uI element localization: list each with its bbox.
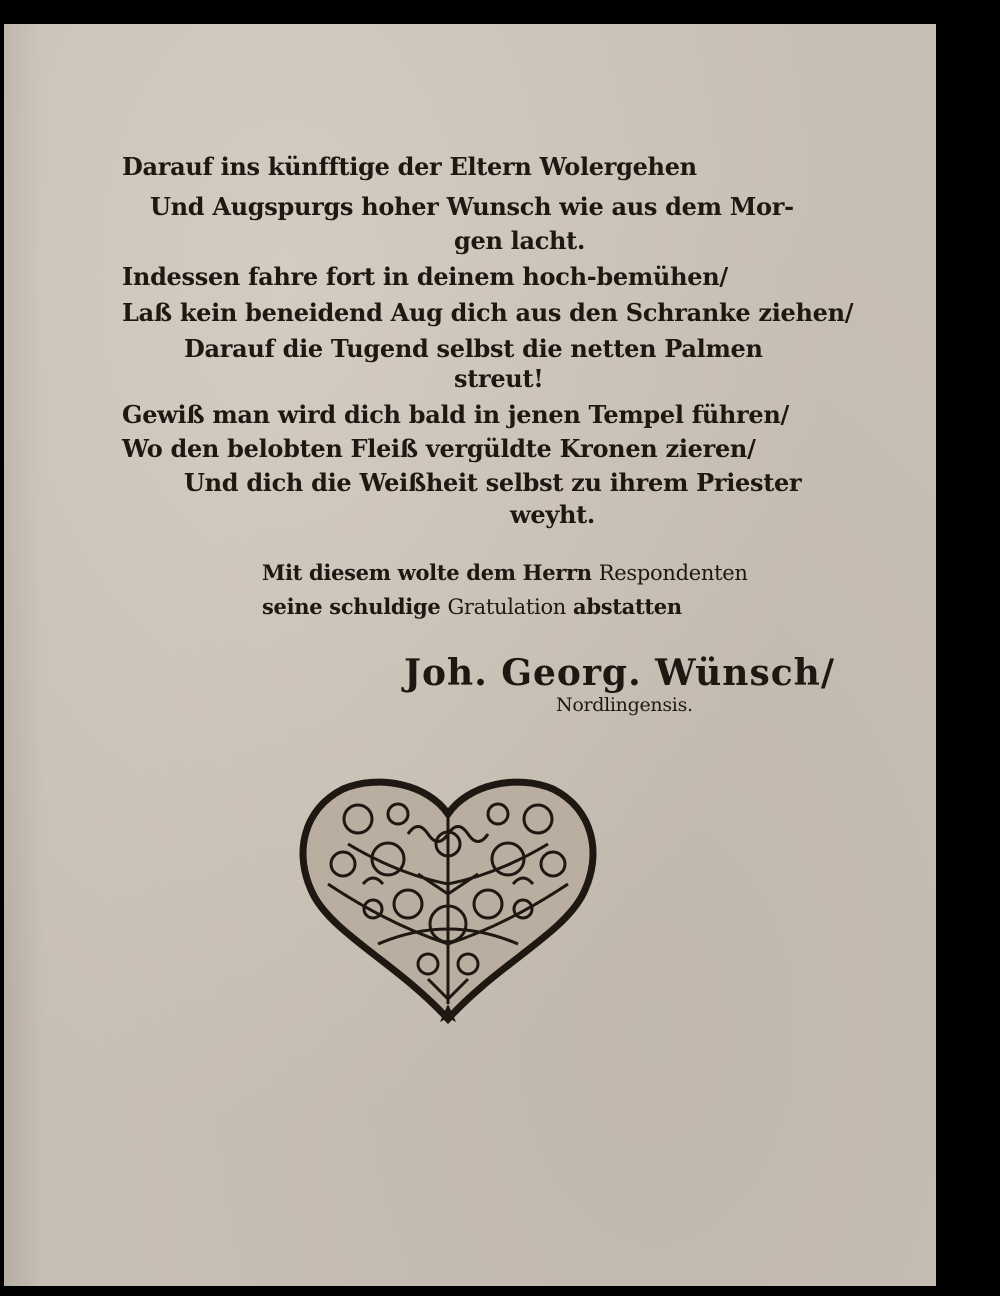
document-page: [4, 24, 936, 1286]
poem-line-7: streut!: [454, 364, 544, 393]
poem-line-1: Darauf ins künfftige der Eltern Wolergehen: [122, 152, 697, 181]
poem-line-4: Indessen fahre fort in deinem hoch-bemühen/: [122, 262, 728, 291]
dedication-text: abstatten: [573, 594, 682, 619]
dedication-line-1: [262, 560, 748, 585]
poem-line-3: gen lacht.: [454, 226, 586, 255]
poem-line-8: Gewiß man wird dich bald in jenen Tempel führen/: [122, 400, 789, 429]
dedication-text: seine schuldige: [262, 594, 441, 619]
signature-name: Joh. Georg. Wünsch/: [404, 652, 835, 694]
heart-ornament-icon: [288, 774, 608, 1024]
poem-line-2: Und Augspurgs hoher Wunsch wie aus dem Mor-: [150, 192, 794, 221]
poem-line-10: Und dich die Weißheit selbst zu ihrem Priester: [184, 468, 802, 497]
dedication-latin-word: Gratulation: [447, 595, 567, 619]
dedication-text: Mit diesem wolte dem Herrn: [262, 560, 592, 585]
signature-origin: Nordlingensis.: [556, 694, 693, 716]
poem-line-6: Darauf die Tugend selbst die netten Palmen: [184, 334, 763, 363]
poem-line-9: Wo den belobten Fleiß vergüldte Kronen zieren/: [122, 434, 756, 463]
poem-line-11: weyht.: [510, 500, 595, 529]
poem-line-5: Laß kein beneidend Aug dich aus den Schranke ziehen/: [122, 298, 854, 327]
dedication-latin-word: Respondenten: [598, 561, 748, 585]
dedication-line-2: [262, 594, 682, 619]
